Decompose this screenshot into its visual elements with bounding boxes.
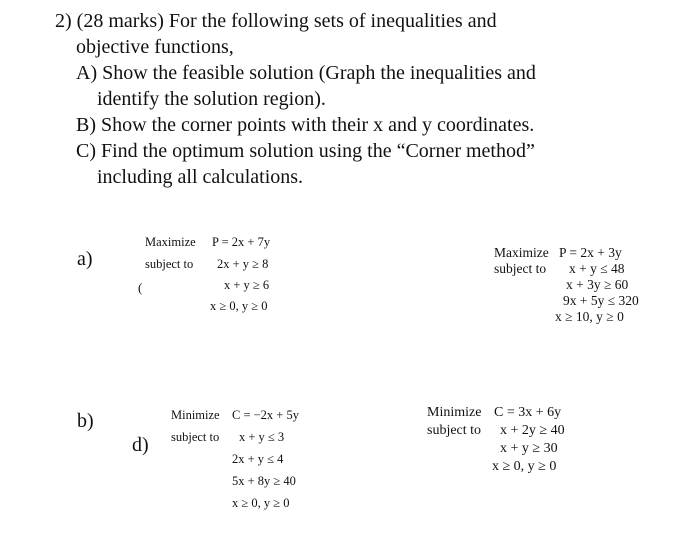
objective-function: P = 2x + 7y — [212, 235, 271, 249]
objective-keyword: Maximize — [145, 235, 196, 249]
subject-to-label: subject to — [145, 257, 194, 271]
constraint-4: x ≥ 0, y ≥ 0 — [232, 496, 290, 510]
question-line-3: A) Show the feasible solution (Graph the inequalities and — [76, 62, 536, 84]
question-line-2: objective functions, — [76, 36, 234, 58]
constraint-3: x ≥ 0, y ≥ 0 — [492, 459, 557, 474]
constraint-2: x + 3y ≥ 60 — [566, 277, 629, 292]
objective-keyword: Minimize — [427, 405, 482, 420]
constraint-3: x ≥ 0, y ≥ 0 — [210, 299, 268, 313]
question-line-1: 2) (28 marks) For the following sets of inequalities and — [55, 10, 497, 32]
stray-parenthesis: ( — [138, 280, 143, 295]
constraint-1: 2x + y ≥ 8 — [217, 257, 269, 271]
subject-to-label: subject to — [171, 430, 220, 444]
objective-function: C = 3x + 6y — [494, 405, 562, 420]
objective-function: P = 2x + 3y — [559, 245, 622, 260]
constraint-2: x + y ≥ 30 — [500, 441, 558, 456]
objective-function: C = −2x + 5y — [232, 408, 299, 422]
subject-to-label: subject to — [494, 261, 547, 276]
objective-keyword: Minimize — [171, 408, 220, 422]
question-line-7: including all calculations. — [97, 166, 304, 188]
label-d: d) — [132, 434, 149, 456]
objective-keyword: Maximize — [494, 245, 549, 260]
constraint-4: x ≥ 10, y ≥ 0 — [555, 309, 624, 324]
constraint-2: 2x + y ≤ 4 — [232, 452, 284, 466]
question-line-4: identify the solution region). — [97, 88, 326, 110]
question-line-6: C) Find the optimum solution using the “Corner method” — [76, 140, 535, 162]
label-b: b) — [77, 410, 94, 432]
constraint-1: x + y ≤ 3 — [239, 430, 285, 444]
constraint-1: x + y ≤ 48 — [569, 261, 625, 276]
constraint-3: 5x + 8y ≥ 40 — [232, 474, 296, 488]
constraint-3: 9x + 5y ≤ 320 — [563, 293, 639, 308]
question-line-5: B) Show the corner points with their x and y coordinates. — [76, 114, 535, 136]
label-a: a) — [77, 248, 93, 270]
constraint-2: x + y ≥ 6 — [224, 278, 270, 292]
subject-to-label: subject to — [427, 423, 482, 438]
constraint-1: x + 2y ≥ 40 — [500, 423, 565, 438]
